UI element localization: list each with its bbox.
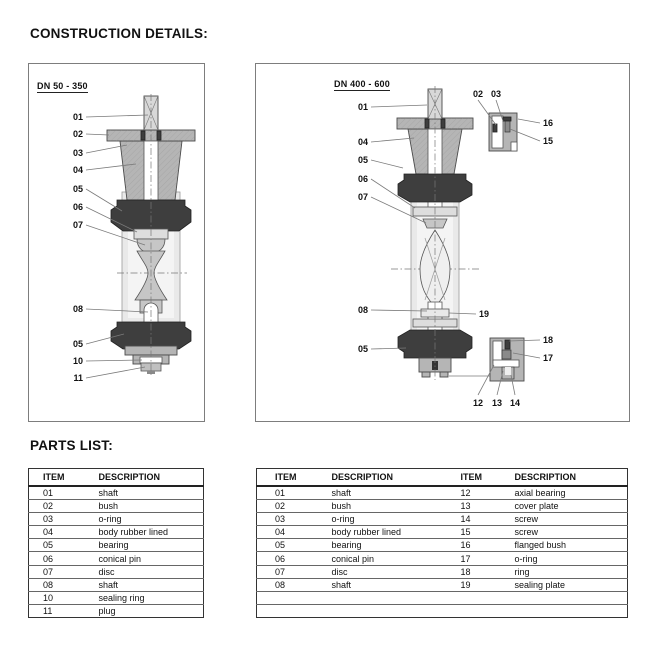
valve-drawing-dn400-600: [256, 64, 629, 421]
table-row: [257, 526, 628, 539]
table-cell: sealing plate: [497, 578, 628, 591]
table-row: [257, 604, 628, 617]
leader-line: [371, 160, 403, 168]
table-row: [29, 604, 204, 617]
table-cell: conical pin: [85, 552, 204, 565]
table-cell: disc: [85, 565, 204, 578]
leader-line: [86, 134, 109, 135]
part-label: 05: [357, 344, 368, 354]
table-cell: [497, 591, 628, 604]
o-ring-seal: [441, 119, 445, 128]
parts-list-title: PARTS LIST:: [30, 438, 113, 453]
table-cell: [314, 591, 443, 604]
table-cell: 05: [29, 539, 85, 552]
part-label: 13: [491, 398, 503, 408]
table-cell: 06: [257, 552, 314, 565]
table-cell: 19: [443, 578, 497, 591]
valve-cross-section: [107, 94, 195, 376]
table-cell: shaft: [85, 486, 204, 500]
leader-line: [86, 367, 145, 378]
bottom-detail-view: [490, 338, 524, 381]
table-cell: [257, 591, 314, 604]
leader-line: [371, 138, 414, 142]
table-cell: bearing: [85, 539, 204, 552]
part-label: 19: [479, 309, 490, 319]
table-header-row: [257, 469, 628, 487]
part-label: 05: [72, 339, 83, 349]
table-cell: o-ring: [85, 513, 204, 526]
valve-drawing-dn50-350: [29, 64, 204, 421]
table-cell: o-ring: [497, 552, 628, 565]
table-cell: cover plate: [497, 500, 628, 513]
part-label: 03: [72, 148, 83, 158]
table-cell: [257, 604, 314, 617]
bottom-foot: [440, 372, 448, 377]
o-ring-seal: [157, 131, 161, 140]
table-row: [29, 565, 204, 578]
table-row: [29, 513, 204, 526]
part-label: 02: [72, 129, 83, 139]
part-label: 12: [472, 398, 484, 408]
table-cell: sealing ring: [85, 591, 204, 604]
part-label: 18: [543, 335, 554, 345]
table-cell: o-ring: [314, 513, 443, 526]
diagram-panel-dn400-600: [255, 63, 630, 422]
table-row: [29, 578, 204, 591]
table-cell: shaft: [85, 578, 204, 591]
table-cell: 12: [443, 486, 497, 500]
column-header-description: DESCRIPTION: [497, 469, 628, 487]
parts-table-dn400-600: [256, 468, 628, 618]
part-label: 04: [72, 165, 83, 175]
table-cell: axial bearing: [497, 486, 628, 500]
table-cell: 02: [257, 500, 314, 513]
parts-table-dn50-350: [28, 468, 204, 618]
table-row: [257, 539, 628, 552]
part-label: 05: [357, 155, 368, 165]
column-header-item: ITEM: [257, 469, 314, 487]
table-cell: 03: [257, 513, 314, 526]
bush-detail: [493, 124, 497, 132]
column-header-item: ITEM: [443, 469, 497, 487]
bush-seal: [425, 119, 429, 128]
table-cell: screw: [497, 526, 628, 539]
leader-line: [86, 115, 148, 117]
part-label: 17: [543, 353, 554, 363]
table-cell: bearing: [314, 539, 443, 552]
table-row: [29, 552, 204, 565]
table-row: [29, 539, 204, 552]
leader-line: [518, 119, 540, 123]
column-header-description: DESCRIPTION: [85, 469, 204, 487]
table-cell: 07: [257, 565, 314, 578]
table-cell: 16: [443, 539, 497, 552]
leader-line: [371, 105, 427, 107]
table-row: [29, 526, 204, 539]
table-cell: 07: [29, 565, 85, 578]
table-cell: flanged bush: [497, 539, 628, 552]
leader-line: [478, 100, 496, 125]
part-label: 08: [357, 305, 368, 315]
part-label: 07: [72, 220, 83, 230]
table-cell: bush: [85, 500, 204, 513]
part-label: 06: [357, 174, 368, 184]
table-cell: disc: [314, 565, 443, 578]
bush-seal: [141, 131, 145, 140]
table-cell: 11: [29, 604, 85, 617]
table-cell: 14: [443, 513, 497, 526]
screw-tab-inner: [505, 367, 511, 375]
table-cell: bush: [314, 500, 443, 513]
o-ring-detail: [502, 350, 511, 359]
table-row: [29, 591, 204, 604]
table-cell: 02: [29, 500, 85, 513]
table-cell: 08: [257, 578, 314, 591]
part-label: 01: [357, 102, 368, 112]
part-label: 05: [72, 184, 83, 194]
part-label: 10: [72, 356, 83, 366]
table-row: [257, 513, 628, 526]
table-cell: 17: [443, 552, 497, 565]
screw-head: [503, 117, 511, 121]
table-row: [29, 486, 204, 500]
table-cell: 10: [29, 591, 85, 604]
top-detail-view: [489, 113, 517, 151]
table-cell: plug: [85, 604, 204, 617]
table-cell: [314, 604, 443, 617]
table-header-row: [29, 469, 204, 487]
part-label: 14: [509, 398, 521, 408]
table-cell: shaft: [314, 578, 443, 591]
table-cell: ring: [497, 565, 628, 578]
part-label: 06: [72, 202, 83, 212]
table-row: [257, 552, 628, 565]
page-title: CONSTRUCTION DETAILS:: [30, 26, 208, 41]
table-cell: conical pin: [314, 552, 443, 565]
table-cell: 15: [443, 526, 497, 539]
detail-notch: [511, 142, 517, 151]
table-cell: 04: [257, 526, 314, 539]
table-cell: 01: [257, 486, 314, 500]
table-cell: screw: [497, 513, 628, 526]
part-label: 01: [72, 112, 83, 122]
bottom-foot: [422, 372, 430, 377]
table-cell: [443, 604, 497, 617]
diagram-title-dn400-600: DN 400 - 600: [334, 79, 390, 89]
valve-cross-section: [391, 86, 490, 380]
column-header-description: DESCRIPTION: [314, 469, 443, 487]
table-cell: [497, 604, 628, 617]
cover-plate-band: [493, 360, 519, 367]
column-header-item: ITEM: [29, 469, 85, 487]
table-cell: body rubber lined: [314, 526, 443, 539]
table-cell: 18: [443, 565, 497, 578]
table-row: [257, 565, 628, 578]
part-label: 16: [543, 118, 554, 128]
diagram-title-dn50-350: DN 50 - 350: [37, 81, 88, 91]
table-cell: shaft: [314, 486, 443, 500]
table-row: [257, 591, 628, 604]
screw-detail: [505, 120, 510, 132]
table-cell: 01: [29, 486, 85, 500]
table-row: [257, 500, 628, 513]
table-cell: body rubber lined: [85, 526, 204, 539]
table-row: [257, 578, 628, 591]
part-label: 04: [357, 137, 368, 147]
table-cell: 05: [257, 539, 314, 552]
diagram-panel-dn50-350: [28, 63, 205, 422]
table-row: [29, 500, 204, 513]
part-label: 03: [490, 89, 502, 99]
part-label: 15: [543, 136, 554, 146]
part-label: 07: [357, 192, 368, 202]
part-label: 08: [72, 304, 83, 314]
table-cell: 13: [443, 500, 497, 513]
table-cell: 08: [29, 578, 85, 591]
table-cell: 03: [29, 513, 85, 526]
table-row: [257, 486, 628, 500]
part-label: 11: [73, 373, 83, 383]
table-cell: [443, 591, 497, 604]
table-cell: 06: [29, 552, 85, 565]
part-label: 02: [472, 89, 484, 99]
table-cell: 04: [29, 526, 85, 539]
